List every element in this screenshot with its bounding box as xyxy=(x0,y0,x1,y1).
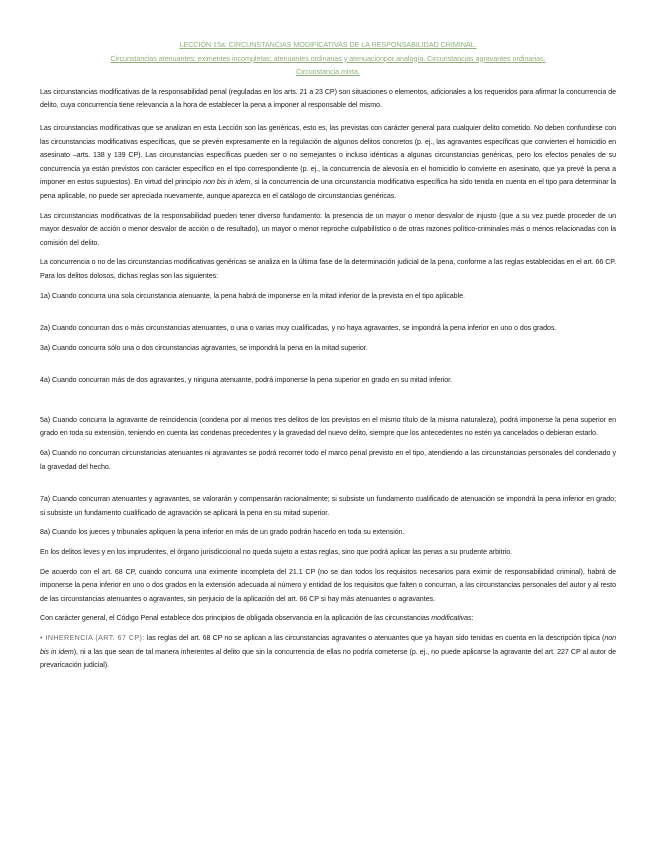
rule-8: 8a) Cuando los jueces y tribunales apliquen la pena inferior en más de un grado podrán hacerlo en toda su extensión. xyxy=(40,528,405,537)
paragraph-fundamento: Las circunstancias modificativas de la responsabilidad pueden tener diverso fundamento: la presencia de un mayor o menor desvalor de injusto (que a su vez puede proceder de un mayor desvalor de acción o menor desvalor de acción o de resultado), un mayor o menor reproche culpabilístico o de otras razones político-criminales más o menos relacionadas con la comisión del delito. xyxy=(40,211,616,247)
italic-text: non bis in idem xyxy=(203,178,251,187)
paragraph-principios xyxy=(40,612,616,626)
paragraph-generic-vs-specific xyxy=(40,122,616,204)
document-page xyxy=(40,38,616,673)
heading-block xyxy=(40,38,616,79)
paragraph-delitos-leves: En los delitos leves y en los imprudentes, el órgano jurisdiccional no queda sujeto a estas reglas, sino que podrá aplicar las penas a su prudente arbitrio. xyxy=(40,548,513,557)
italic-text: non bis in idem xyxy=(40,634,616,656)
text: , si la concurrencia de una circunstancia modificativa específica ha sido tenida en cuenta en el tipo para determinar la pena aplicable, no puede ser apreciada nuevamente, aunque aparezca en el catálogo de circunstancias genéricas. xyxy=(40,178,617,200)
text: Con carácter general, el Código Penal establece dos principios de obligada observancia en la aplicación de las circunstancias xyxy=(40,614,432,623)
bullet-label: • INHERENCIA (ART. 67 CP): xyxy=(40,634,145,642)
rule-1: 1a) Cuando concurra una sola circunstancia atenuante, la pena habrá de imponerse en la mitad inferior de la prevista en el tipo aplicable. xyxy=(40,291,465,300)
paragraph-art66: La concurrencia o no de las circunstancias modificativas genéricas se analiza en la última fase de la determinación judicial de la pena, conforme a las reglas establecidas en el art. 66 CP. Para los delitos dolosos, dichas reglas son las siguientes: xyxy=(40,258,616,280)
rule-5: 5a) Cuando concurra la agravante de reincidencia (condena por al menos tres delitos de los previstos en el mismo título de la misma naturaleza), podrá imponerse la pena superior en grado en toda su extensión, teniendo en cuenta las condenas precedentes y la gravedad del nuevo delito, siempre que los antecedentes no estén ya cancelados o debieran estarlo. xyxy=(40,415,616,438)
rule-6: 6a) Cuando no concurran circunstancias atenuantes ni agravantes se podrá recorrer todo el marco penal previsto en el tipo, atendiendo a las circunstancias personales del condenado y la gravedad del hecho. xyxy=(40,449,616,471)
paragraph-definition: Las circunstancias modificativas de la responsabilidad penal (reguladas en los arts. 21 a 23 CP) son situaciones o elementos, adicionales a los requeridos para afirmar la concurrencia de delito, cuya concurrencia tiene relevancia a la hora de establecer la pena a imponer al responsable del mismo. xyxy=(40,87,616,110)
rule-4: 4a) Cuando concurran más de dos agravantes, y ninguna atenuante, podrá imponerse la pena superior en grado en su mitad inferior. xyxy=(40,376,453,385)
lesson-subtitle-cont: Circunstancia mixta. xyxy=(296,67,360,77)
text: Las circunstancias modificativas que se analizan en esta Lección son las genéricas, esto es, las previstas con carácter general para cualquier delito cometido. No deben confundirse con las circunstancias modificativas específicas, que se prevén expresamente en la regulación de algunos delitos concretos (p. ej., las agravantes específicas que convierten el homicidio en asesinato –arts. 138 y 139 CP). Las circunstancias específicas pueden ser o no semejantes o incluso idénticas a algunas circunstancias genéricas, pero los efectos penales de su concurrencia ya están previstos con carácter específico en el tipo correspondiente (p. ej., la concurrencia de alevosía en el homicidio lo convierte en asesinato, que ya prevé la pena a imponer en estos supuestos). En virtud del principio xyxy=(40,123,616,187)
text: : xyxy=(471,614,474,623)
text: ), ni a las que sean de tal manera inherentes al delito que sin la concurrencia de ellas no podría cometerse (p. ej., no puede aplicarse la agravante del art. 227 CP al autor de prevaricación judicial). xyxy=(40,647,616,670)
paragraph-art68: De acuerdo con el art. 68 CP, cuando concurra una eximente incompleta del 21.1 CP (no se dan todos los requisitos necesarios para eximir de responsabilidad criminal), habrá de imponerse la pena inferior en uno o dos grados en la extensión adecuada al número y entidad de los requisitos que falten o concurran, a las circunstancias personales del autor y al resto de las circunstancias atenuantes o agravantes, sin perjuicio de la aplicación del art. 66 CP si hay más atenuantes o agravantes. xyxy=(40,567,616,603)
italic-text: modificativas xyxy=(431,614,472,623)
bullet-inherencia xyxy=(40,632,616,673)
text: las reglas del art. 68 CP no se aplican a las circunstancias agravantes o atenuantes que ya hayan sido tenidas en cuenta en la descripción típica ( xyxy=(144,634,605,642)
rule-3: 3a) Cuando concurra sólo una o dos circunstancias agravantes, se impondrá la pena en la mitad superior. xyxy=(40,343,368,352)
rule-2: 2a) Cuando concurran dos o más circunstancias atenuantes, o una o varias muy cualificadas, y no haya agravantes, se impondrá la pena inferior en uno o dos grados. xyxy=(40,324,557,333)
rule-7: 7a) Cuando concurran atenuantes y agravantes, se valorarán y compensarán racionalmente; si subsiste un fundamento cualificado de atenuación se impondrá la pena inferior en grado; si subsiste un fundamento cualificado de agravación se aplicará la pena en su mitad superior. xyxy=(40,495,616,517)
lesson-title: LECCIÓN 15a: CIRCUNSTANCIAS MODIFICATIVAS DE LA RESPONSABILIDAD CRIMINAL. xyxy=(179,40,477,49)
lesson-subtitle: Circunstancias atenuantes: eximentes incompletas; atenuantes ordinarias y atenuaciónpor analogía. Circunstancias agravantes ordinarias. xyxy=(110,53,546,63)
